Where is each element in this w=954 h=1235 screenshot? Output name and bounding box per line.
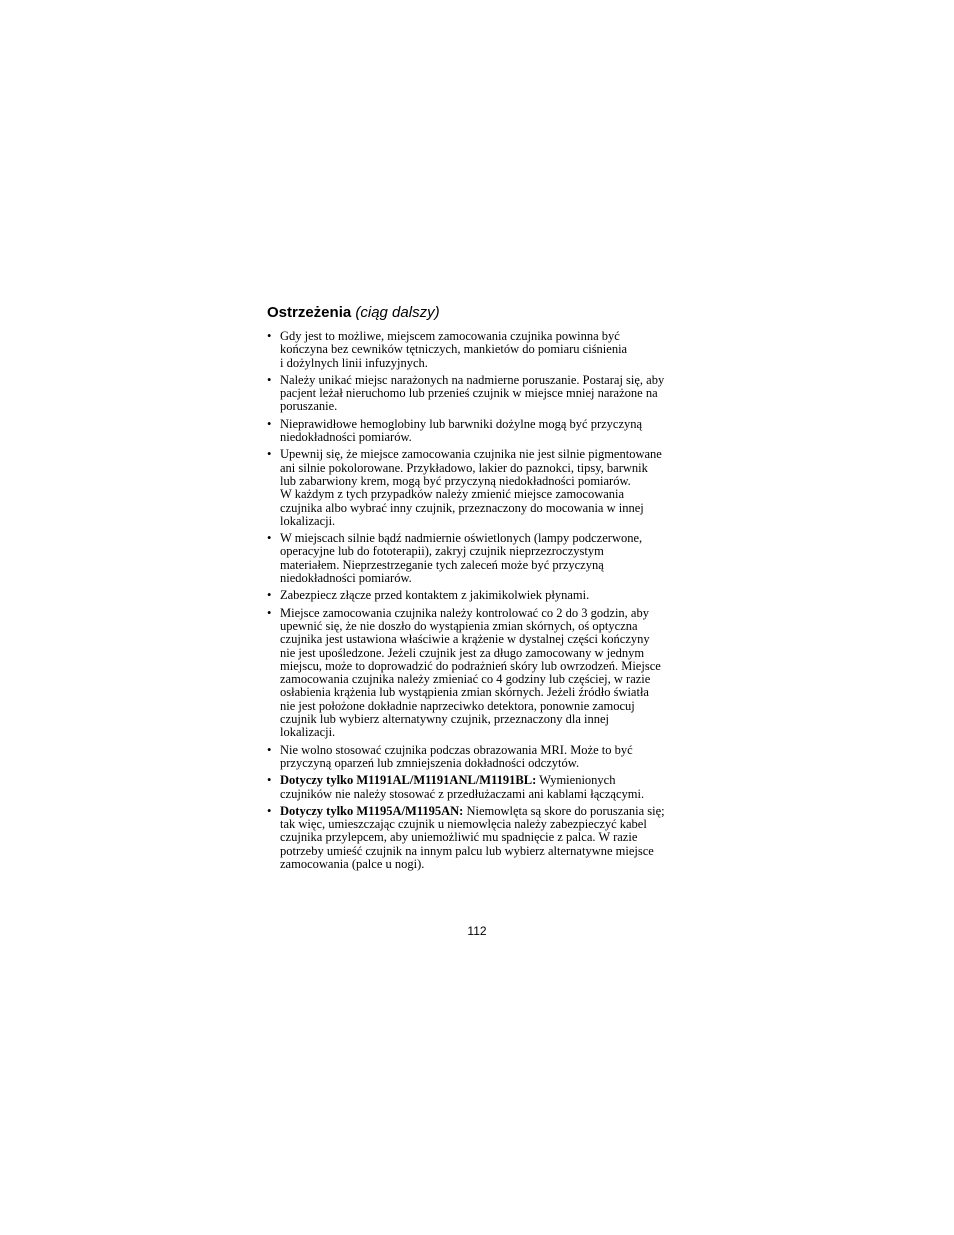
text-line: i dożylnych linii infuzyjnych. <box>280 355 428 370</box>
heading-subtitle: (ciąg dalszy) <box>355 304 440 321</box>
text-line: W miejscach silnie bądź nadmiernie oświetlonych (lampy podczerwone, <box>280 531 643 546</box>
section-heading <box>267 303 440 323</box>
bullet-marker: • <box>267 773 272 788</box>
text-line: poruszanie. <box>280 399 338 414</box>
warnings-list <box>267 330 691 875</box>
text-line: niedokładności pomiarów. <box>280 430 412 445</box>
text-line: zamocowania czujnika należy zmieniać co 4 godziny lub częściej, w razie <box>280 672 651 687</box>
text-line <box>280 805 691 818</box>
list-item <box>267 589 691 602</box>
list-item <box>267 744 691 771</box>
list-item-text <box>280 744 691 771</box>
text-line: czujników nie należy stosować z przedłużaczami ani kablami łączącymi. <box>280 786 645 801</box>
text-line: Gdy jest to możliwe, miejscem zamocowania czujnika powinna być <box>280 329 620 343</box>
text-line: materiałem. Nieprzestrzeganie tych zaleceń może być przyczyną <box>280 557 604 572</box>
list-item-text <box>280 607 691 740</box>
text-line: przyczyną oparzeń lub zmniejszenia dokładności odczytów. <box>280 755 580 770</box>
list-item <box>267 418 691 445</box>
text-line: niedokładności pomiarów. <box>280 571 412 586</box>
text-line: czujnik lub wybierz alternatywny czujnik, przeznaczony dla innej <box>280 712 610 727</box>
list-item <box>267 532 691 585</box>
list-item <box>267 805 691 871</box>
text-line: nie jest upośledzone. Jeżeli czujnik jest za długo zamocowany w jednym <box>280 645 645 660</box>
bullet-marker: • <box>267 416 272 431</box>
text-line: Miejsce zamocowania czujnika należy kontrolować co 2 do 3 godzin, aby <box>280 605 649 620</box>
text-line: Nie wolno stosować czujnika podczas obrazowania MRI. Może to być <box>280 742 633 757</box>
text-line: ani silnie pokolorowane. Przykładowo, lakier do paznokci, tipsy, barwnik <box>280 460 648 475</box>
text-line: operacyjne lub do fototerapii), zakryj czujnik nieprzezroczystym <box>280 544 604 559</box>
lead-text: Dotyczy tylko M1191AL/M1191ANL/M1191BL: <box>280 773 537 788</box>
text-line: miejscu, może to doprowadzić do podrażnień skóry lub owrzodzeń. Miejsce <box>280 658 661 673</box>
bullet-marker: • <box>267 531 272 546</box>
bullet-marker: • <box>267 372 272 387</box>
text-line: Należy unikać miejsc narażonych na nadmierne poruszanie. Postaraj się, aby <box>280 372 665 387</box>
text-line: nie jest położone dokładnie naprzeciwko detektora, ponownie zamocuj <box>280 698 635 713</box>
list-item-text <box>280 448 691 528</box>
text-line: upewnić się, że nie doszło do wystąpienia zmian skórnych, oś optyczna <box>280 618 638 633</box>
text-line: lokalizacji. <box>280 513 336 528</box>
text-line: kończyna bez cewników tętniczych, mankietów do pomiaru ciśnienia <box>280 342 628 357</box>
bullet-marker: • <box>267 742 272 757</box>
heading-title: Ostrzeżenia <box>267 304 352 321</box>
list-item-text <box>280 805 691 871</box>
text-line: W każdym z tych przypadków należy zmienić miejsce zamocowania <box>280 487 625 502</box>
text-line: Zabezpiecz złącze przed kontaktem z jakimikolwiek płynami. <box>280 588 590 603</box>
list-item-text <box>280 418 691 445</box>
text-line: Nieprawidłowe hemoglobiny lub barwniki dożylne mogą być przyczyną <box>280 416 643 431</box>
list-item-text <box>280 532 691 585</box>
text-line: czujnika jest ustawiona właściwie a krążenie w dystalnej części kończyny <box>280 632 650 647</box>
list-item <box>267 448 691 528</box>
bullet-marker: • <box>267 588 272 603</box>
text-line: zamocowania (palce u nogi). <box>280 856 425 871</box>
bullet-marker: • <box>267 605 272 620</box>
text-line: lokalizacji. <box>280 725 336 740</box>
text-line: potrzeby umieść czujnik na innym palcu lub wybierz alternatywne miejsce <box>280 843 654 858</box>
list-item-text <box>280 589 691 602</box>
bullet-marker: • <box>267 803 272 818</box>
line-rest: Wymienionych <box>536 773 616 788</box>
text-line: czujnika przylepcem, aby uniemożliwić mu spadnięcie z palca. W razie <box>280 830 638 845</box>
text-line <box>280 774 691 787</box>
text-line: osłabienia krążenia lub wystąpienia zmian skórnych. Jeżeli źródło światła <box>280 685 649 700</box>
text-line: Upewnij się, że miejsce zamocowania czujnika nie jest silnie pigmentowane <box>280 447 662 462</box>
list-item <box>267 774 691 801</box>
list-item <box>267 330 691 370</box>
bullet-marker: • <box>267 329 272 343</box>
lead-text: Dotyczy tylko M1195A/M1195AN: <box>280 803 464 818</box>
page-number: 112 <box>467 924 487 938</box>
list-item-text <box>280 774 691 801</box>
bullet-marker: • <box>267 447 272 462</box>
list-item <box>267 607 691 740</box>
line-rest: Niemowlęta są skore do poruszania się; <box>463 803 665 818</box>
text-line: tak więc, umieszczając czujnik u niemowlęcia należy zabezpieczyć kabel <box>280 817 647 832</box>
text-line: czujnika albo wybrać inny czujnik, przeznaczony do mocowania w innej <box>280 500 644 515</box>
list-item-text <box>280 374 691 414</box>
text-line: pacjent leżał nieruchomo lub przenieś czujnik w miejsce mniej narażone na <box>280 386 658 401</box>
list-item-text <box>280 330 691 370</box>
list-item <box>267 374 691 414</box>
text-line: lub zabarwiony krem, mogą być przyczyną niedokładności pomiarów. <box>280 473 631 488</box>
